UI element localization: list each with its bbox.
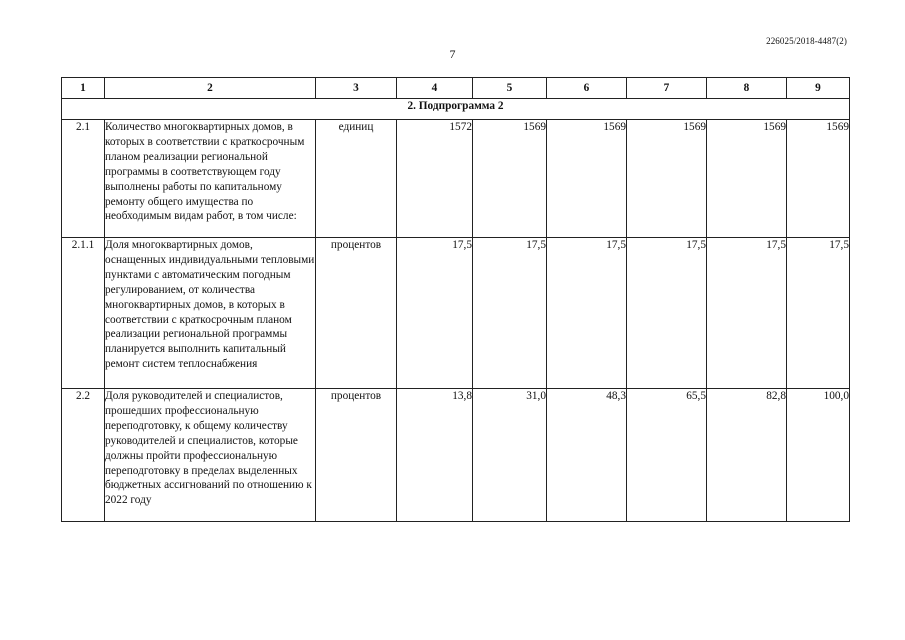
value-cell: 48,3	[547, 389, 627, 522]
value-cell: 17,5	[397, 238, 473, 389]
column-header: 2	[105, 78, 316, 99]
document-id: 226025/2018-4487(2)	[766, 36, 847, 46]
column-header: 8	[707, 78, 787, 99]
column-header: 6	[547, 78, 627, 99]
indicators-table	[61, 77, 850, 522]
row-number: 2.1	[62, 120, 105, 238]
indicator-name: Количество многоквартирных домов, в которых в соответствии с краткосрочным планом реализации региональной программы в соответствующем году выполнены работы по капитальному ремонту общего имущества по необходимым видам работ, в том числе:	[105, 120, 316, 238]
section-row	[62, 99, 850, 120]
unit-cell: процентов	[316, 238, 397, 389]
row-number: 2.2	[62, 389, 105, 522]
value-cell: 17,5	[547, 238, 627, 389]
value-cell: 1569	[707, 120, 787, 238]
value-cell: 1569	[627, 120, 707, 238]
value-cell: 17,5	[473, 238, 547, 389]
value-cell: 17,5	[787, 238, 850, 389]
column-header: 9	[787, 78, 850, 99]
table-row	[62, 389, 850, 522]
table-row	[62, 238, 850, 389]
page-number: 7	[449, 47, 456, 61]
unit-cell: единиц	[316, 120, 397, 238]
column-header: 1	[62, 78, 105, 99]
value-cell: 1569	[547, 120, 627, 238]
column-header: 3	[316, 78, 397, 99]
row-number: 2.1.1	[62, 238, 105, 389]
value-cell: 1569	[787, 120, 850, 238]
value-cell: 1572	[397, 120, 473, 238]
indicator-name: Доля руководителей и специалистов, прошедших профессиональную переподготовку, к общему количеству руководителей и специалистов, которые должны пройти профессиональную переподготовку в пределах выделенных бюджетных ассигнований по отношению к 2022 году	[105, 389, 316, 522]
unit-cell: процентов	[316, 389, 397, 522]
column-header: 7	[627, 78, 707, 99]
section-title: 2. Подпрограмма 2	[62, 99, 850, 120]
value-cell: 17,5	[707, 238, 787, 389]
value-cell: 13,8	[397, 389, 473, 522]
table-row	[62, 120, 850, 238]
value-cell: 65,5	[627, 389, 707, 522]
value-cell: 1569	[473, 120, 547, 238]
value-cell: 100,0	[787, 389, 850, 522]
column-header: 4	[397, 78, 473, 99]
value-cell: 17,5	[627, 238, 707, 389]
table-header-row	[62, 78, 850, 99]
column-header: 5	[473, 78, 547, 99]
indicator-name: Доля многоквартирных домов, оснащенных индивидуальными тепловыми пунктами с автоматическим погодным регулированием, от количества многоквартирных домов, в которых в соответствии с краткосрочным планом реализации региональной программы планируется выполнить капитальный ремонт систем теплоснабжения	[105, 238, 316, 389]
value-cell: 82,8	[707, 389, 787, 522]
value-cell: 31,0	[473, 389, 547, 522]
